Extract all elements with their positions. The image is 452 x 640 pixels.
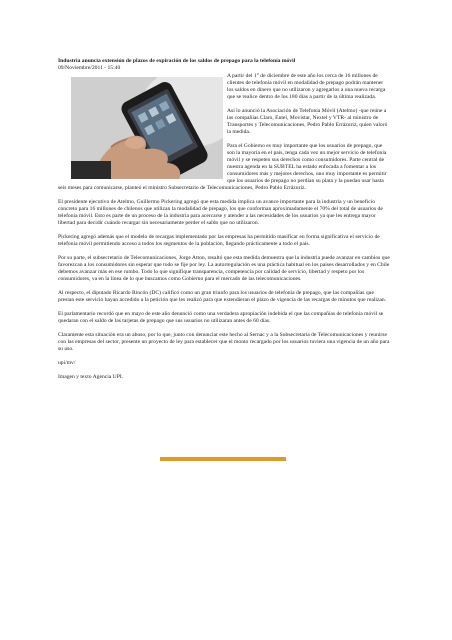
photo-illustration [71,77,223,179]
article-credit: Imagen y texto Agencia UPI. [58,374,124,380]
article-tag-line: upi/mv/ [58,360,76,366]
article-paragraph-9: Claramente esta situación era un abuso, por lo que, junto con denunciar este hecho al Sernac y a la Subsecretaría de Telecomunicaciones y reunirse con las empresas del sector, presente un proyecto de ley para establecer que el monto recargado por los usuarios tuviera una vigencia de un año para su uso. [58,332,390,352]
article-paragraph-2: Así lo anunció la Asociación de Telefonía Móvil (Atelmo) -que reúne a las compañías Claro, Entel, Movistar, Nextel y VTR- al ministro de Transportes y Telecomunicaciones, Pedro Pablo Errázuriz, quien valoró la medida. [227,108,388,135]
article-paragraph-4: El presidente ejecutivo de Atelmo, Guillermo Pickering agregó que esta medida implica un avance importante para la industria y un beneficio concreto para 16 millones de chilenos que utilizan la modalidad de prepago, los que conforman aproximadamente el 70% del total de usuarios de telefonía móvil. Esto es parte de un proceso de la industria para acercarse y atender a las necesidades de los usuarios ya que les entrega mayor libertad para decidir cuándo recargar sin necesariamente perder el saldo que no utilizaron. [58,199,383,226]
article-dateline: 09/Noviembre/2011 - 15:40 [58,65,121,71]
article-paragraph-7: Al respecto, el diputado Ricardo Rincón (DC) calificó como un gran triunfo para los usuarios de telefonía de prepago, que las compañías que prestan este servicio hayan accedido a la petición que les realizó para que extendieran el plazo de vigencia de las recargas de minutos que realizan. [58,290,387,303]
article-paragraph-5: Pickering agregó además que el modelo de recargas implementado por las empresas ha permitido masificar en forma significativa el servicio de telefonía móvil permitiendo acceso a todos los segmentos de la población, llegando prácticamente a todo el país. [58,234,380,247]
hand-holding-smartphone-photo [71,77,223,179]
article-headline: Industria anuncia extensión de plazos de expiración de los saldos de prepago para la telefonía móvil [58,58,296,64]
accent-divider-bar [160,457,286,461]
article-paragraph-8: El parlamentario recordó que en mayo de este año denunció como una verdadera apropiación indebida el que las compañías de telefonía móvil se quedaran con el saldo de las tarjetas de prepago que sus usuarios no utilizaran antes de 60 días. [58,311,384,324]
article-paragraph-1: A partir del 1° de diciembre de este año los cerca de 16 millones de clientes de telefonía móvil en modalidad de prepago podrán mantener los saldos en dinero que no utilizaron y agregarlos a una nueva recarga que se realice dentro de los 180 días a partir de la última realizada. [227,73,386,100]
article-paragraph-6: Por su parte, el subsecretario de Telecomunicaciones, Jorge Atton, resaltó que esta medida demuestra que la industria puede avanzar en cambios que favorezcan a los consumidores sin esperar que todo se fije por ley. La autorregulación es una práctica habitual en los países desarrollados y en Chile debemos avanzar más en ese rumbo. Todo lo que signifique transparencia, competencia por calidad de servicio, libertad y respeto por los consumidores, va en la línea de lo que buscamos como Gobierno para el mercado de las telecomunicaciones. [58,255,390,282]
article-paragraph-3: Para el Gobierno es muy importante que los usuarios de prepago, que son la mayoría en el país, tenga cada vez un mejor servicio de telefonía móvil y se respeten sus derechos como consumidores. Parte central de nuestra agenda en la SUBTEL ha estado enfocada a fomentar a los consumidores más y mejores derechos, uno muy importante es permitir que los usuarios de prepago no perdían su plata y la puedan usar hasta seis meses para comunicarse, planteó el ministro Subsecretario de Telecomunicaciones, Pedro Pablo Errázuriz. [58,143,387,191]
